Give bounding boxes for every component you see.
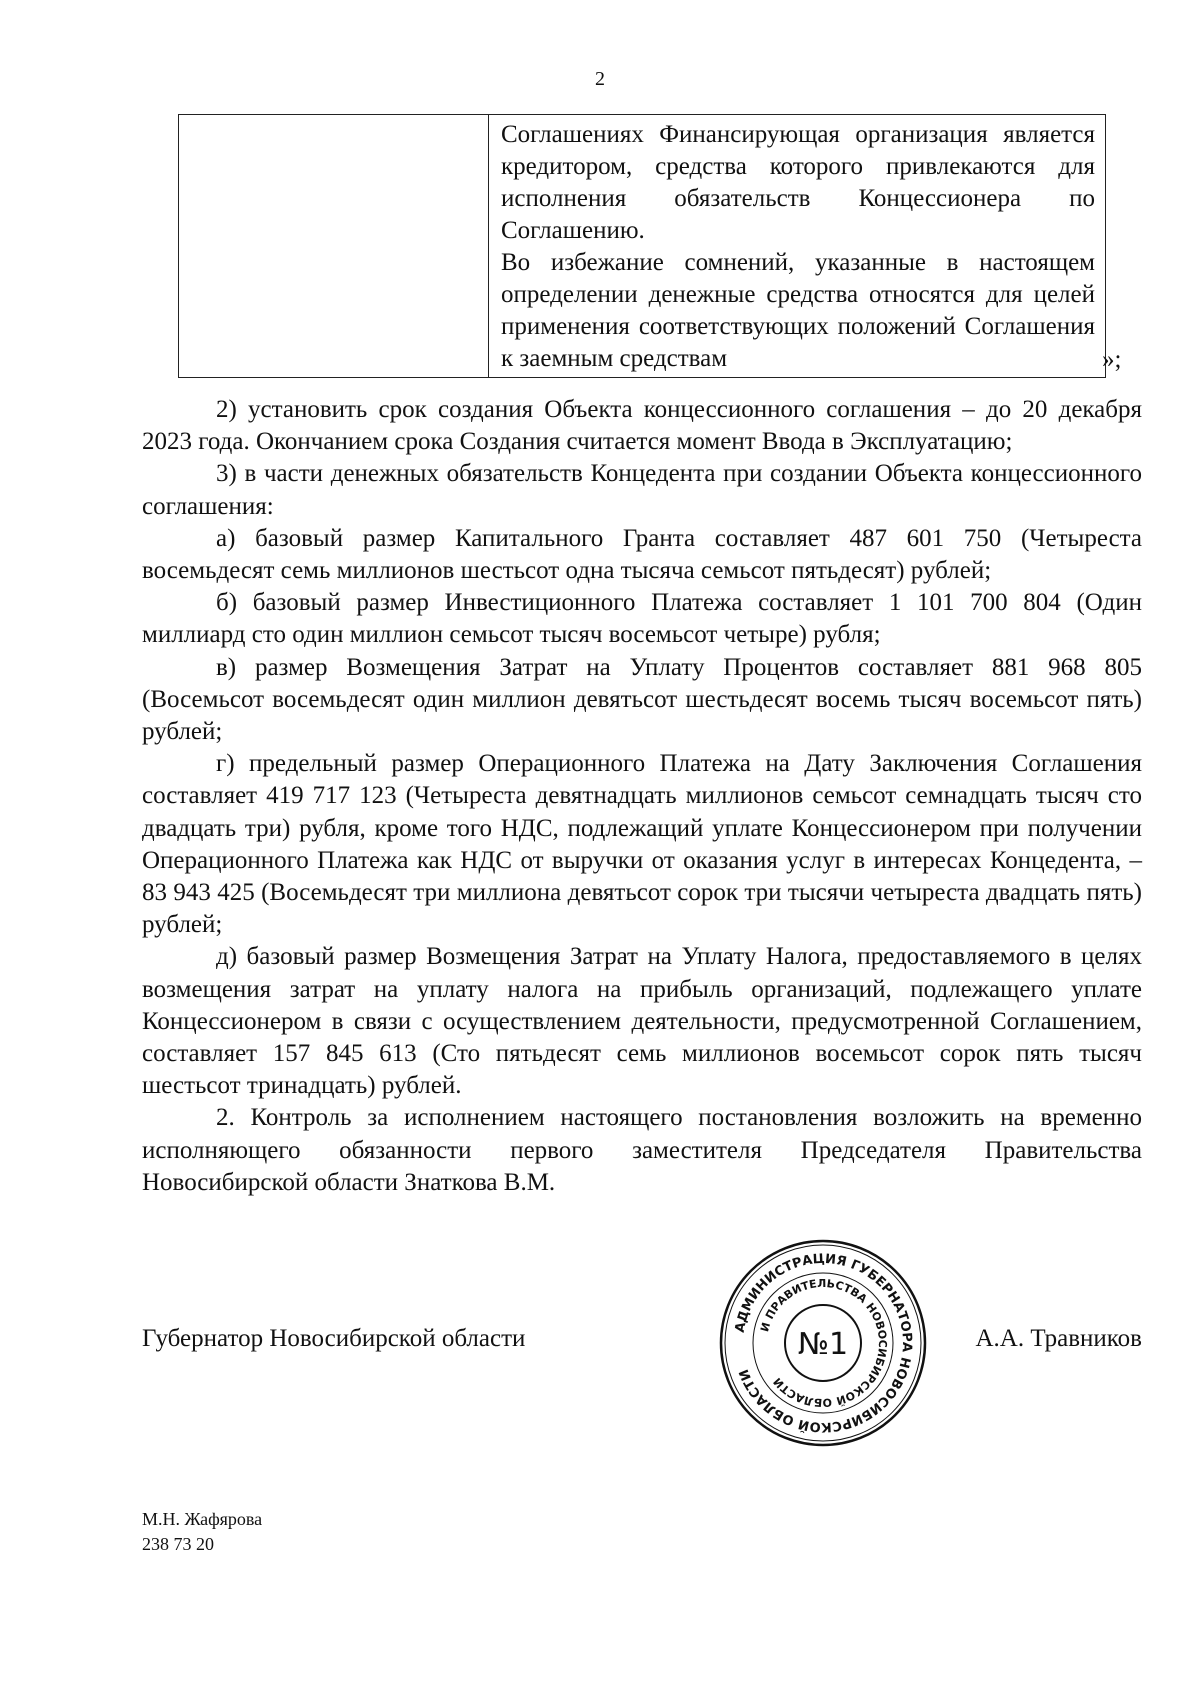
seal-inner-text: И ПРАВИТЕЛЬСТВА НОВОСИБИРСКОЙ ОБЛАСТИ — [758, 1276, 890, 1410]
table-row — [179, 115, 1106, 378]
seal-outer-text: АДМИНИСТРАЦИЯ ГУБЕРНАТОРА НОВОСИБИРСКОЙ ОБЛАСТИ — [732, 1251, 915, 1435]
definition-paragraph: Соглашениях Финансирующая организация является кредитором, средства которого привлекаются для исполнения обязательств Концессионера по Соглашению. — [501, 121, 1095, 244]
body-paragraph: б) базовый размер Инвестиционного Платежа составляет 1 101 700 804 (Один миллиард сто один миллион семьсот тысяч восемьсот четыре) рубля; — [142, 589, 1142, 649]
executor-phone: 238 73 20 — [142, 1534, 214, 1554]
executor-block — [142, 1507, 262, 1557]
body-paragraph: г) предельный размер Операционного Платежа на Дату Заключения Соглашения составляет 419 717 123 (Четыреста девятнадцать миллионов семьсот семнадцать тысяч сто двадцать три) рубля, кроме того НДС, подлежащий уплате Концессионером при получении Операционного Платежа как НДС от выручки от оказания услуг в интересах Концедента, – 83 943 425 (Восемьдесят три миллиона девятьсот сорок три тысячи четыреста двадцать пять) рублей; — [142, 750, 1142, 939]
signer-name: А.А. Травников — [975, 1325, 1142, 1352]
body-paragraph: в) размер Возмещения Затрат на Уплату Процентов составляет 881 968 805 (Восемьсот восемьдесят один миллион девятьсот шестьдесят восемь тысяч восемьсот пять) рублей; — [142, 653, 1142, 746]
definition-paragraph: Во избежание сомнений, указанные в настоящем определении денежные средства относятся для целей применения соответствующих положений Соглашения к заемным средствам — [501, 249, 1095, 372]
quote-close-mark: »; — [1102, 346, 1122, 373]
document-body — [142, 394, 1142, 1199]
term-cell — [179, 115, 489, 378]
body-paragraph: 2. Контроль за исполнением настоящего постановления возложить на временно исполняющего обязанности первого заместителя Председателя Правительства Новосибирской области Знаткова В.М. — [142, 1104, 1142, 1196]
signature-block — [142, 1325, 1142, 1365]
seal-center-number: №1 — [797, 1327, 849, 1362]
definitions-table-fragment — [178, 114, 1106, 378]
body-paragraph: 2) установить срок создания Объекта концессионного соглашения – до 20 декабря 2023 года. Окончанием срока Создания считается момент Ввода в Эксплуатацию; — [142, 396, 1142, 456]
body-paragraph: а) базовый размер Капитального Гранта составляет 487 601 750 (Четыреста восемьдесят семь миллионов шестьсот одна тысяча семьсот пятьдесят) рублей; — [142, 524, 1142, 585]
definition-cell — [489, 115, 1106, 378]
executor-name: М.Н. Жафярова — [142, 1509, 263, 1529]
body-paragraph: д) базовый размер Возмещения Затрат на Уплату Налога, предоставляемого в целях возмещения затрат на уплату налога на прибыль организаций, подлежащего уплате Концессионером в связи с осуществлением деятельности, предусмотренной Соглашением, составляет 157 845 613 (Сто пятьдесят семь миллионов восемьсот сорок пять тысяч шестьсот тринадцать) рублей. — [142, 943, 1142, 1100]
page-number: 2 — [595, 68, 605, 90]
official-seal-stamp — [718, 1238, 928, 1448]
body-paragraph: 3) в части денежных обязательств Концедента при создании Объекта концессионного соглашения: — [142, 460, 1142, 520]
signer-position: Губернатор Новосибирской области — [142, 1325, 526, 1352]
